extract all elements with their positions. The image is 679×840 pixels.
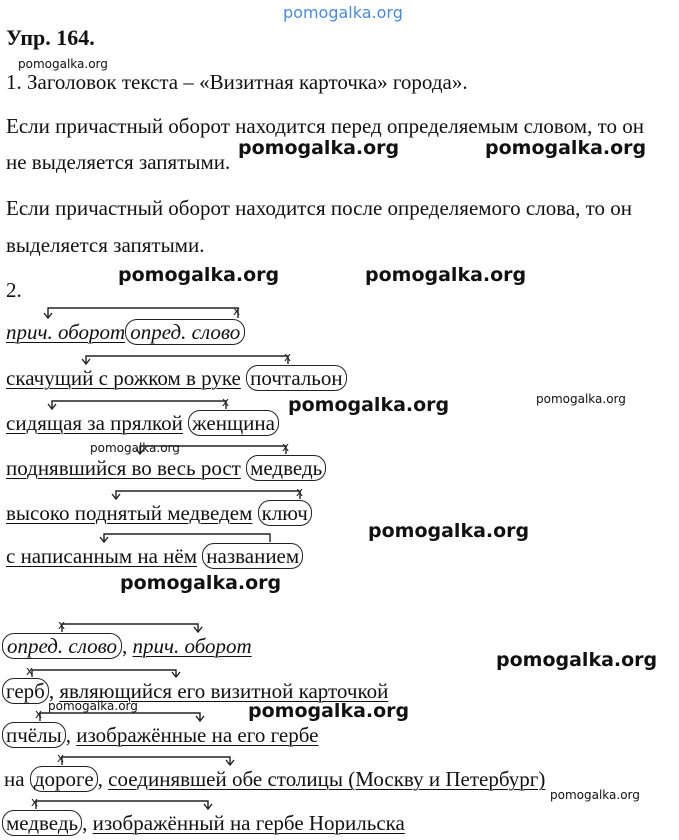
exercise-title: Упр. 164.: [6, 25, 95, 50]
scheme-slovo-label: опред. слово: [2, 633, 122, 659]
watermark-bold: pomogalka.org: [485, 137, 647, 159]
arrowhead: [82, 359, 90, 364]
arrowhead: [100, 537, 108, 542]
watermark-small: pomogalka.org: [536, 392, 626, 406]
scheme-after: [2, 636, 252, 657]
watermark-small: pomogalka.org: [550, 788, 640, 802]
watermark-bold: pomogalka.org: [120, 572, 282, 594]
example-phrase: поднявшийся во весь рост: [6, 456, 241, 480]
mark-x: x: [296, 485, 304, 499]
mark-x: x: [31, 795, 39, 809]
watermark-bold: pomogalka.org: [365, 264, 527, 286]
arrow-bracket: [62, 757, 230, 765]
example-after-3: [4, 769, 545, 790]
example-phrase: являющийся его визитной карточкой: [59, 679, 389, 703]
example-after-2: [2, 725, 318, 746]
arrow-bracket: [86, 356, 288, 364]
example-phrase: изображённый на гербе Норильска: [92, 811, 405, 835]
example-phrase: скачущий с рожком в руке: [6, 366, 241, 390]
arrow-bracket: [32, 670, 176, 677]
example-word: почтальон: [246, 365, 347, 391]
example-word: дороге: [30, 766, 98, 792]
arrow-bracket: [62, 624, 198, 632]
example-before-1: [6, 368, 347, 389]
mark-x: x: [57, 751, 65, 765]
rule-before-line1: Если причастный оборот находится перед определяемым словом, то он: [6, 114, 644, 138]
mark-x: x: [35, 707, 43, 721]
scheme-oborot-label: прич. оборот: [6, 320, 126, 344]
example-before-2: [6, 413, 279, 434]
comma: ,: [122, 634, 128, 658]
example-phrase: высоко поднятый медведем: [6, 501, 253, 525]
example-word: герб: [2, 678, 49, 704]
arrow-bracket: [48, 308, 238, 318]
watermark-bold: pomogalka.org: [288, 394, 450, 416]
example-before-5: [6, 546, 303, 567]
comma: ,: [65, 723, 71, 747]
arrow-bracket: [40, 713, 200, 721]
mark-x: x: [233, 304, 241, 318]
arrowhead: [226, 760, 234, 765]
arrow-bracket: [104, 534, 270, 542]
comma: ,: [48, 679, 55, 703]
example-phrase: с написанным на нём: [6, 544, 198, 568]
example-before-4: [6, 503, 312, 524]
mark-x: x: [58, 618, 66, 632]
example-word: женщина: [188, 410, 279, 436]
example-prefix: на: [4, 767, 30, 791]
example-word: ключ: [258, 500, 312, 526]
comma: ,: [82, 811, 88, 835]
mark-x: x: [284, 350, 292, 364]
arrowhead: [44, 313, 52, 318]
example-after-4: [2, 813, 405, 834]
watermark-small: pomogalka.org: [48, 699, 138, 713]
watermark-small: pomogalka.org: [90, 441, 180, 455]
mark-x: x: [282, 440, 290, 454]
example-word: медведь: [246, 455, 326, 481]
watermark-bold: pomogalka.org: [118, 264, 280, 286]
watermark-bold: pomogalka.org: [496, 649, 658, 671]
example-word: медведь: [2, 810, 82, 836]
example-phrase: сидящая за прялкой: [6, 411, 183, 435]
arrowhead: [194, 627, 202, 632]
arrowhead: [196, 716, 204, 721]
arrow-bracket: [36, 801, 208, 809]
example-word: пчёлы: [2, 722, 66, 748]
example-word: названием: [202, 543, 303, 569]
scheme-before: [6, 322, 245, 343]
part1-title-line: 1. Заголовок текста – «Визитная карточка» города».: [6, 70, 468, 94]
arrow-bracket: [52, 401, 226, 409]
arrowhead: [112, 494, 120, 499]
rule-after-line1: Если причастный оборот находится после определяемого слова, то он: [6, 196, 633, 220]
watermark-bold: pomogalka.org: [238, 137, 400, 159]
example-phrase: соединявшей обе столицы (Москву и Петербург): [108, 767, 546, 791]
arrowhead: [48, 404, 56, 409]
watermark-bold: pomogalka.org: [368, 520, 530, 542]
arrow-bracket: [116, 491, 300, 499]
mark-x: x: [222, 395, 230, 409]
rule-after-line2: выделяется запятыми.: [6, 233, 205, 257]
watermark-small: pomogalka.org: [18, 57, 108, 71]
arrowhead: [204, 804, 212, 809]
watermark-top: pomogalka.org: [283, 3, 403, 22]
example-before-3: [6, 458, 326, 479]
arrowhead: [172, 672, 180, 677]
rule-before-line2: не выделяется запятыми.: [6, 150, 231, 174]
scheme-oborot-label: прич. оборот: [132, 634, 252, 658]
part2-number: 2.: [6, 278, 22, 302]
mark-x: x: [26, 664, 34, 678]
comma: ,: [97, 767, 103, 791]
watermark-bold: pomogalka.org: [248, 700, 410, 722]
example-phrase: изображённые на его гербе: [76, 723, 319, 747]
scheme-slovo-label: опред. слово: [125, 319, 245, 345]
